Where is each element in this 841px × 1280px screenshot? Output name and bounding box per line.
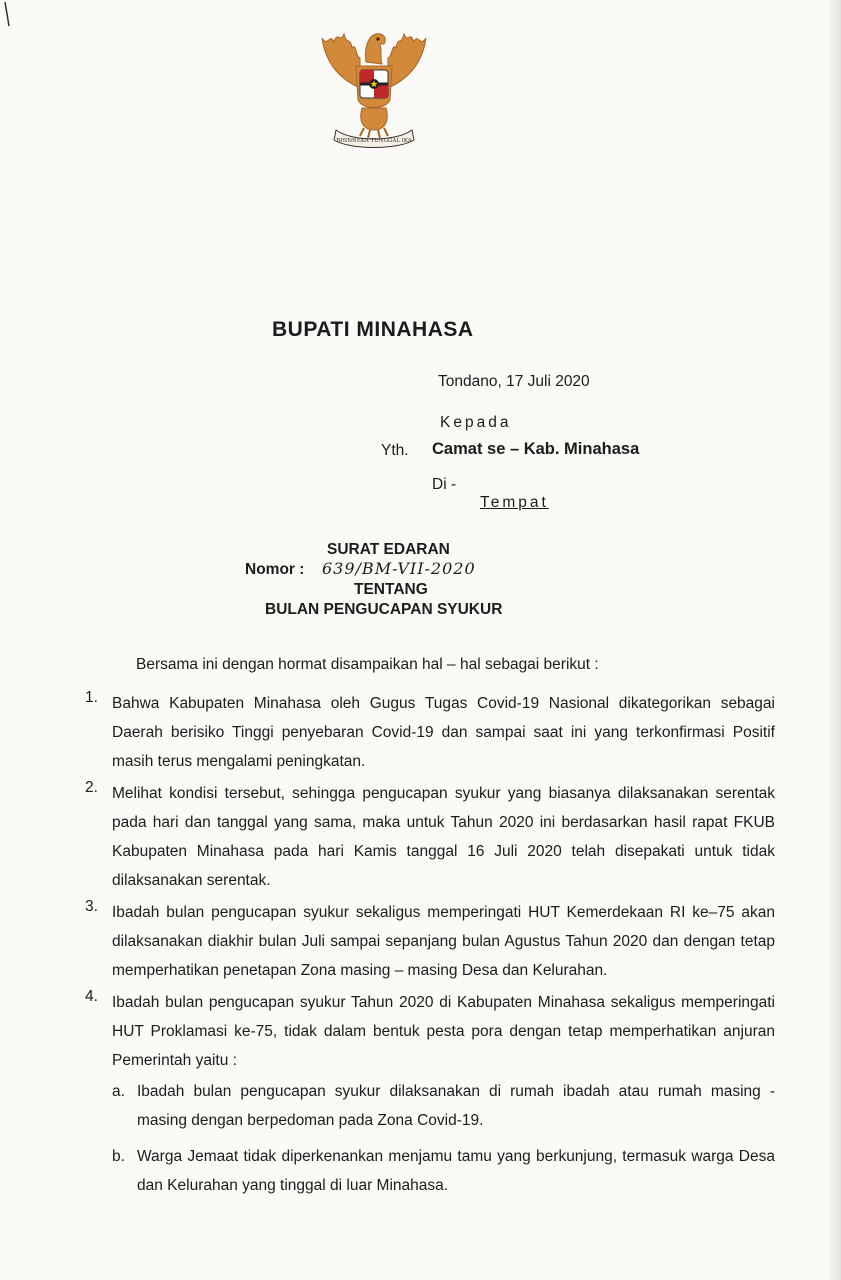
list-item xyxy=(85,988,775,1200)
circular-type: SURAT EDARAN xyxy=(327,541,450,558)
item-number: 4. xyxy=(85,988,98,1005)
page-edge-shadow xyxy=(827,0,841,1280)
item-text: Bahwa Kabupaten Minahasa oleh Gugus Tugas Covid-19 Nasional dikategorikan sebagai Daerah berisiko Tinggi penyebaran Covid-19 dan sampai saat ini yang terkonfirmasi Positif masih terus mengalami peningkatan. xyxy=(112,695,775,770)
sub-list xyxy=(112,1077,775,1200)
numbered-list xyxy=(85,689,775,1209)
place-date: Tondano, 17 Juli 2020 xyxy=(438,373,590,390)
page-title: BUPATI MINAHASA xyxy=(272,318,474,341)
item-text: Ibadah bulan pengucapan syukur Tahun 2020 di Kabupaten Minahasa sekaligus memperingati HUT Proklamasi ke-75, tidak dalam bentuk pesta pora dengan tetap memperhatikan anjuran Pemerintah yaitu : xyxy=(112,994,775,1069)
sub-list-item xyxy=(112,1077,775,1135)
recipient: Camat se – Kab. Minahasa xyxy=(432,440,640,458)
list-item xyxy=(85,689,775,776)
yth-label: Yth. xyxy=(381,442,409,459)
sub-list-item xyxy=(112,1142,775,1200)
tentang-label: TENTANG xyxy=(354,581,428,598)
list-item xyxy=(85,779,775,895)
tempat-label: Tempat xyxy=(480,494,549,511)
item-number: 3. xyxy=(85,898,98,915)
subitem-text: Warga Jemaat tidak diperkenankan menjamu tamu yang berkunjung, termasuk warga Desa dan Kelurahan yang tinggal di luar Minahasa. xyxy=(137,1148,775,1194)
item-text: Melihat kondisi tersebut, sehingga pengucapan syukur yang biasanya dilaksanakan serentak pada hari dan tanggal yang sama, maka untuk Tahun 2020 ini berdasarkan hasil rapat FKUB Kabupaten Minahasa pada hari Kamis tanggal 16 Juli 2020 telah disepakati untuk tidak dilaksanakan serentak. xyxy=(112,785,775,889)
garuda-emblem-icon xyxy=(312,18,436,150)
circular-subject: BULAN PENGUCAPAN SYUKUR xyxy=(265,601,503,618)
svg-text:BHINNEKA TUNGGAL IKA: BHINNEKA TUNGGAL IKA xyxy=(336,138,412,144)
subitem-letter: b. xyxy=(112,1148,125,1165)
item-number: 2. xyxy=(85,779,98,796)
kepada-label: Kepada xyxy=(440,414,512,431)
list-item xyxy=(85,898,775,985)
item-text: Ibadah bulan pengucapan syukur sekaligus memperingati HUT Kemerdekaan RI ke–75 akan dilaksanakan diakhir bulan Juli sampai sepanjang bulan Agustus Tahun 2020 dan dengan tetap memperhatikan penetapan Zona masing – masing Desa dan Kelurahan. xyxy=(112,904,775,979)
scan-mark xyxy=(3,0,13,28)
nomor-label: Nomor : xyxy=(245,561,305,578)
subitem-text: Ibadah bulan pengucapan syukur dilaksanakan di rumah ibadah atau rumah masing - masing dengan berpedoman pada Zona Covid-19. xyxy=(137,1083,775,1129)
di-label: Di - xyxy=(432,476,457,493)
subitem-letter: a. xyxy=(112,1083,125,1100)
nomor-value: 639/BM-VII-2020 xyxy=(322,559,476,578)
intro-paragraph: Bersama ini dengan hormat disampaikan hal – hal sebagai berikut : xyxy=(136,656,599,673)
item-number: 1. xyxy=(85,689,98,706)
